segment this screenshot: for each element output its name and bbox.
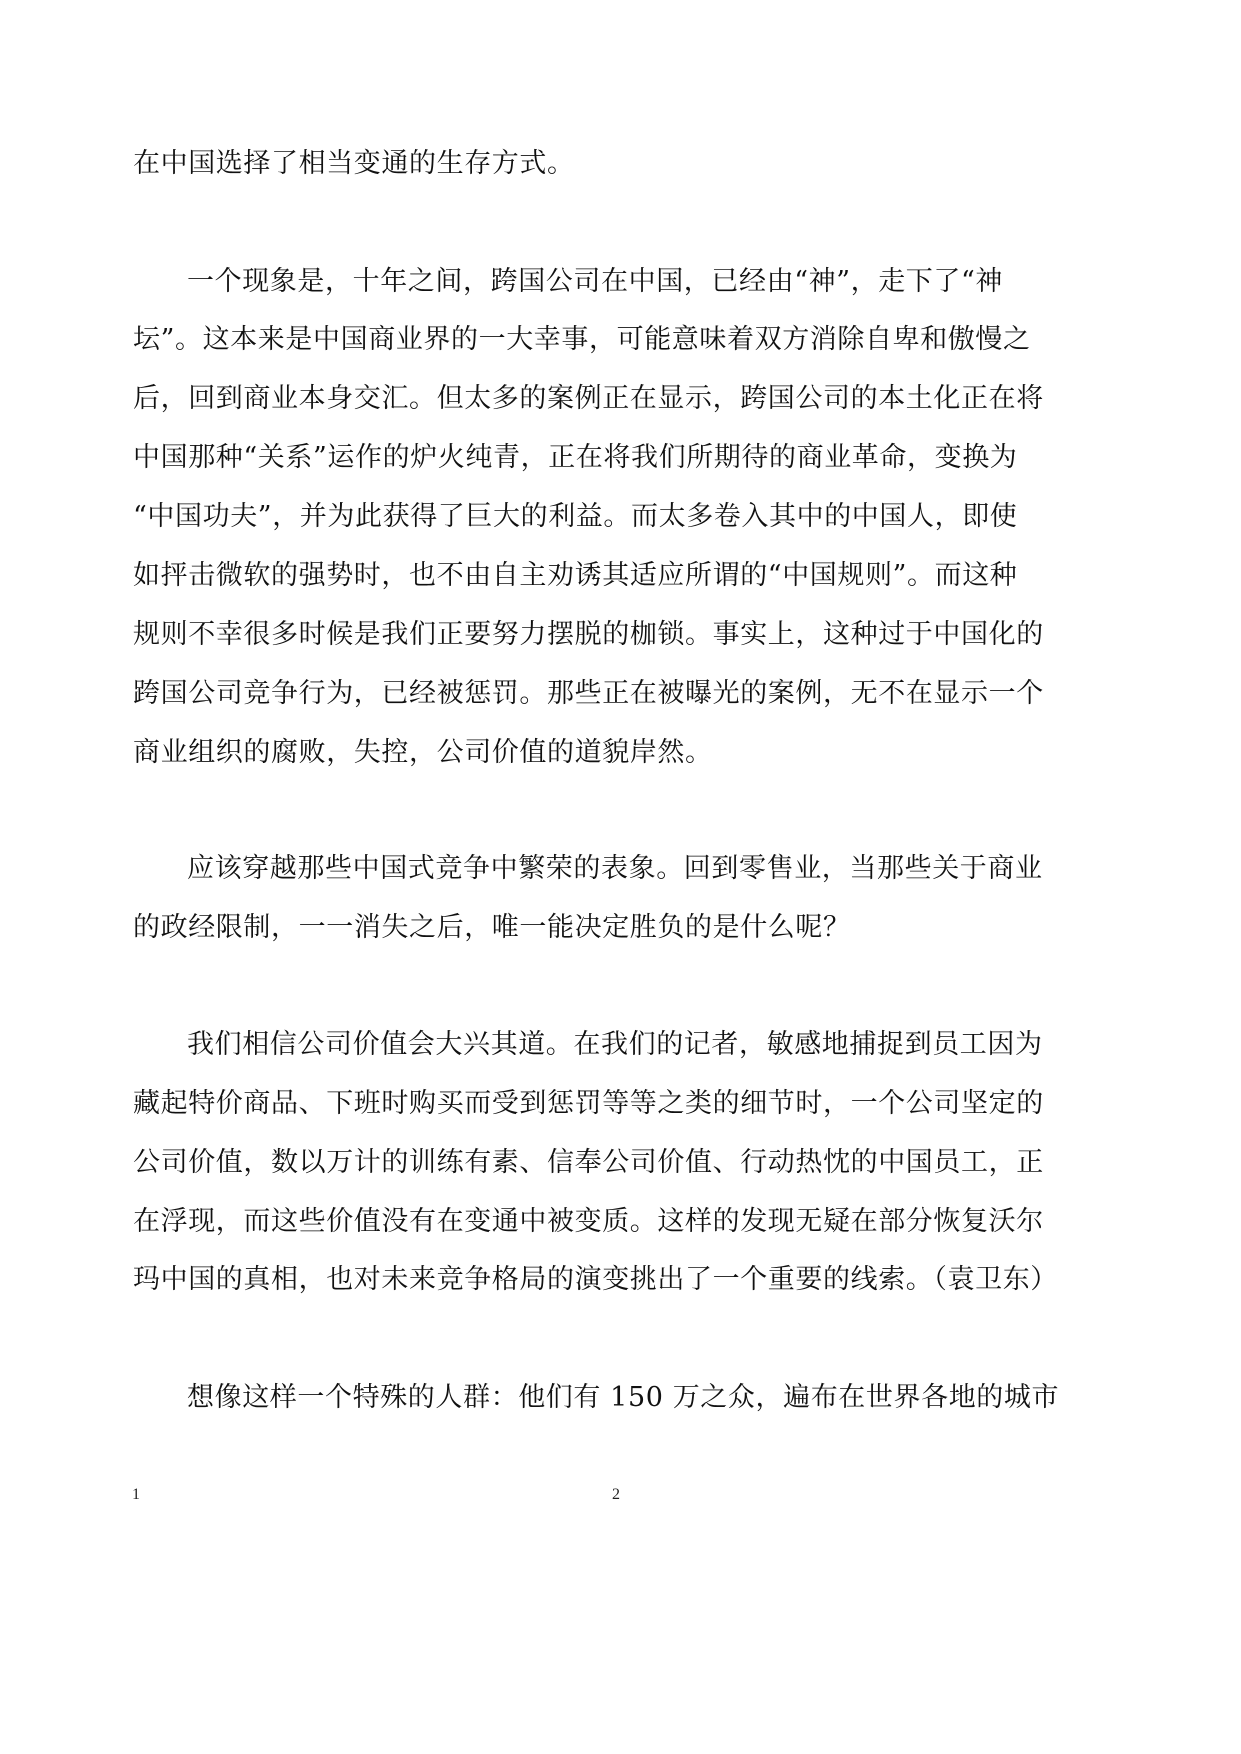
text-line: “中国功夫”，并为此获得了巨大的利益。而太多卷入其中的中国人，即使 <box>133 501 1018 532</box>
text-line: 想像这样一个特殊的人群：他们有 150 万之众，遍布在世界各地的城市 <box>187 1382 1060 1413</box>
left-page-number: 1 <box>132 1486 140 1503</box>
text-line: 应该穿越那些中国式竞争中繁荣的表象。回到零售业，当那些关于商业 <box>187 853 1043 884</box>
text-line: 的政经限制，一一消失之后，唯一能决定胜负的是什么呢？ <box>133 912 851 943</box>
text-line: 我们相信公司价值会大兴其道。在我们的记者，敏感地捕捉到员工因为 <box>187 1029 1043 1060</box>
text-line: 中国那种“关系”运作的炉火纯青，正在将我们所期待的商业革命，变换为 <box>133 442 1018 473</box>
text-line: 在中国选择了相当变通的生存方式。 <box>133 148 575 179</box>
text-line: 后，回到商业本身交汇。但太多的案例正在显示，跨国公司的本土化正在将 <box>133 383 1044 414</box>
text-line: 坛”。这本来是中国商业界的一大幸事，可能意味着双方消除自卑和傲慢之 <box>133 324 1031 355</box>
text-line: 藏起特价商品、下班时购买而受到惩罚等等之类的细节时，一个公司坚定的 <box>133 1088 1044 1119</box>
text-line: 跨国公司竞争行为，已经被惩罚。那些正在被曝光的案例，无不在显示一个 <box>133 678 1044 709</box>
text-line: 玛中国的真相，也对未来竞争格局的演变挑出了一个重要的线索。（袁卫东） <box>133 1264 1058 1295</box>
text-line: 公司价值，数以万计的训练有素、信奉公司价值、行动热忱的中国员工，正 <box>133 1147 1044 1178</box>
text-line: 规则不幸很多时候是我们正要努力摆脱的枷锁。事实上，这种过于中国化的 <box>133 619 1044 650</box>
text-line: 如抨击微软的强势时，也不由自主劝诱其适应所谓的“中国规则”。而这种 <box>133 560 1018 591</box>
text-line: 商业组织的腐败，失控，公司价值的道貌岸然。 <box>133 737 713 768</box>
text-line: 一个现象是，十年之间，跨国公司在中国，已经由“神”，走下了“神 <box>187 266 1004 297</box>
center-page-number: 2 <box>612 1486 620 1503</box>
text-line: 在浮现，而这些价值没有在变通中被变质。这样的发现无疑在部分恢复沃尔 <box>133 1206 1044 1237</box>
